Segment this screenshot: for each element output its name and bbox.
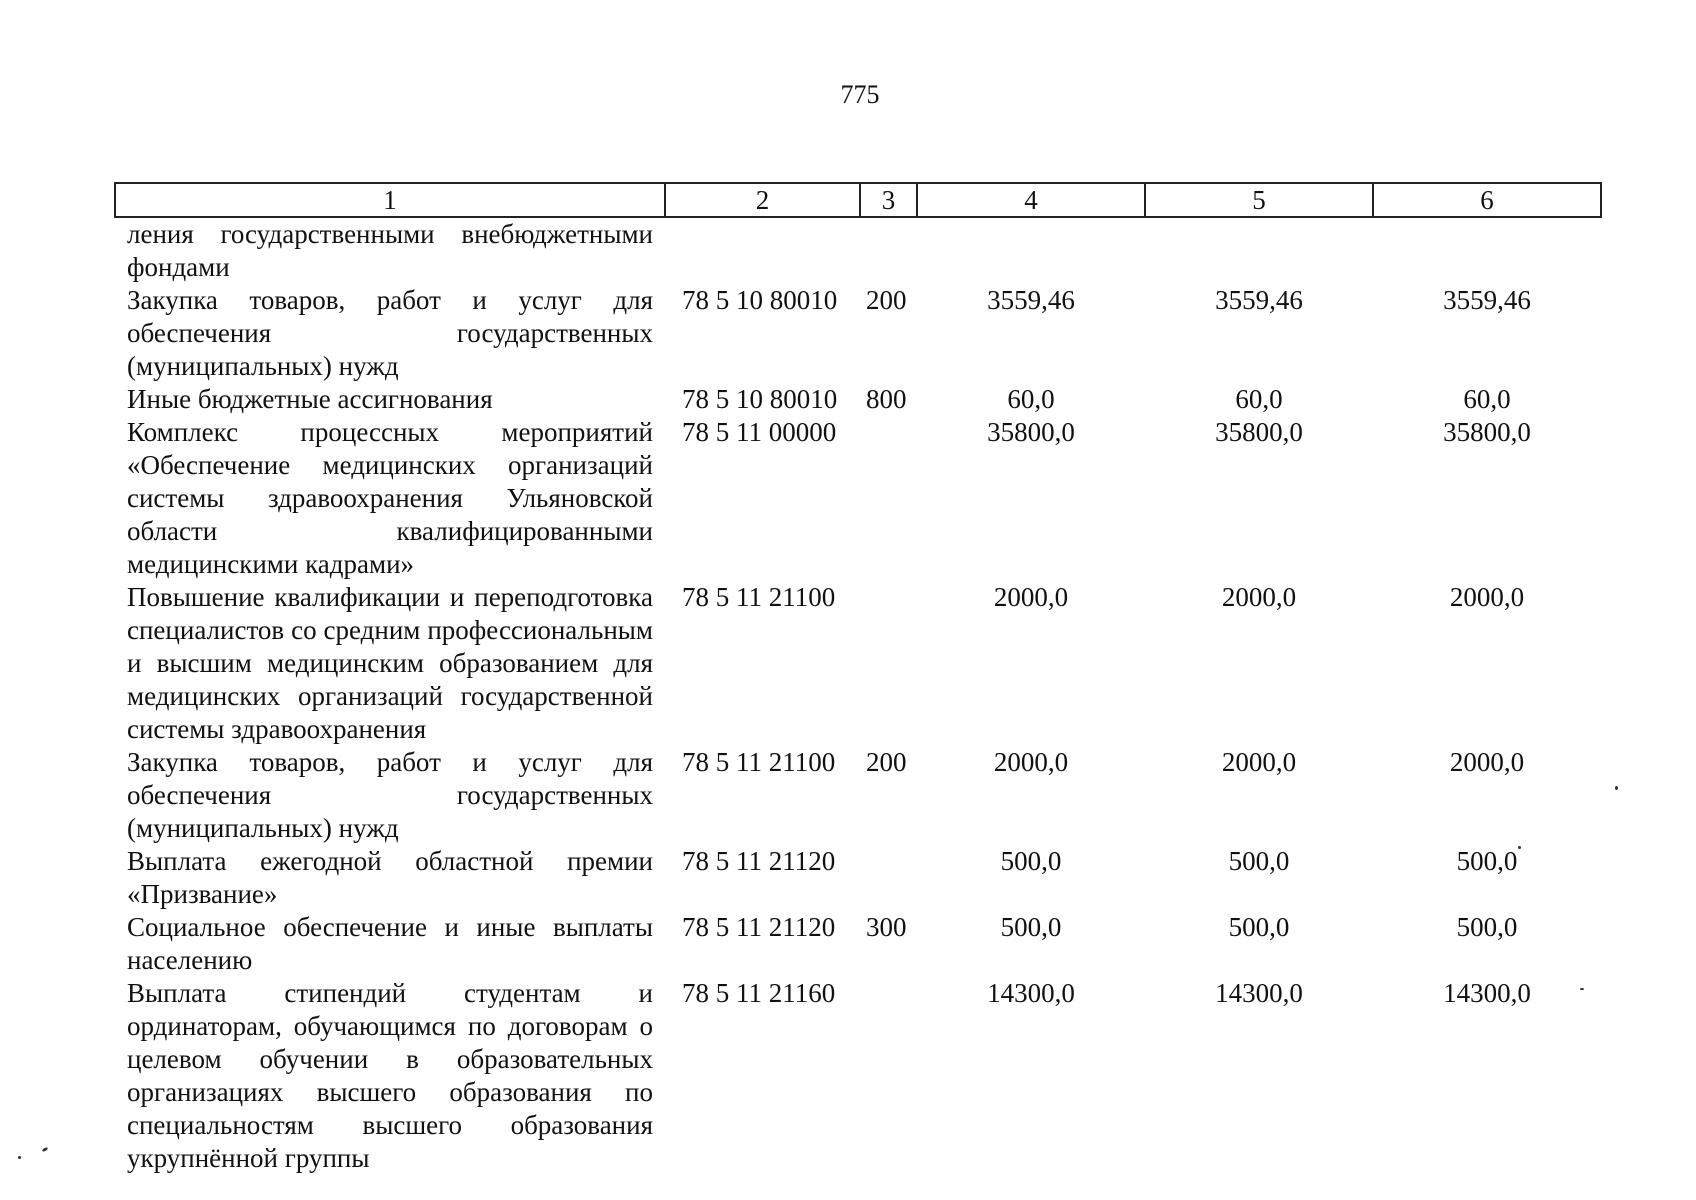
column-header-2: 2	[665, 183, 860, 217]
row-value-year3: 500,0	[1456, 912, 1518, 942]
row-target-code: 78 5 11 00000	[682, 417, 837, 447]
row-value-year3	[1373, 217, 1601, 284]
row-value-year1: 2000,0	[993, 747, 1069, 777]
row-value-year2: 3559,46	[1215, 285, 1303, 315]
table-row	[115, 383, 1601, 416]
column-header-5: 5	[1145, 183, 1373, 217]
table-row	[115, 911, 1601, 977]
row-value-year1: 2000,0	[993, 582, 1069, 612]
row-name: Социальное обеспечение и иные выплаты населению	[127, 912, 653, 975]
row-value-year1	[917, 217, 1145, 284]
budget-table	[114, 182, 1602, 1175]
table-row	[115, 977, 1601, 1175]
column-header-1: 1	[115, 183, 665, 217]
row-value-year2: 14300,0	[1215, 978, 1303, 1008]
row-expense-type	[860, 845, 917, 911]
table-row	[115, 284, 1601, 383]
row-expense-type	[860, 416, 917, 581]
row-value-year3: 2000,0	[1449, 582, 1525, 612]
row-expense-type	[860, 977, 917, 1175]
table-header	[115, 183, 1601, 217]
row-expense-type	[860, 217, 917, 284]
row-value-year3: 2000,0	[1449, 747, 1525, 777]
table-row	[115, 581, 1601, 746]
row-target-code: 78 5 10 80010	[682, 384, 838, 414]
row-name: Комплекс процессных мероприятий «Обеспечение медицинских организаций системы здравоохранения Ульяновской области квалифицированными медицинскими кадрами»	[127, 417, 653, 579]
table-row	[115, 416, 1601, 581]
row-target-code: 78 5 11 21160	[682, 978, 836, 1008]
scan-speck	[1518, 846, 1521, 849]
row-value-year3: 35800,0	[1443, 417, 1531, 447]
row-value-year2: 60,0	[1235, 384, 1283, 414]
scan-speck	[42, 1147, 49, 1153]
row-name: Иные бюджетные ассигнования	[127, 384, 493, 414]
row-value-year2: 35800,0	[1215, 417, 1303, 447]
scan-speck	[1615, 786, 1618, 790]
scan-speck	[1580, 988, 1584, 990]
row-value-year3: 3559,46	[1443, 285, 1531, 315]
row-value-year2: 2000,0	[1221, 582, 1297, 612]
table-row	[115, 217, 1601, 284]
row-value-year1: 3559,46	[987, 285, 1075, 315]
budget-table-container	[114, 182, 1600, 1175]
row-name: Повышение квалификации и переподготовка специалистов со средним профессиональным и высшим медицинским образованием для медицинских организаций государственной системы здравоохранения	[127, 582, 653, 744]
row-value-year1: 500,0	[1000, 846, 1062, 876]
row-value-year1: 60,0	[1007, 384, 1055, 414]
row-expense-type: 200	[866, 747, 907, 777]
column-header-3: 3	[860, 183, 917, 217]
row-expense-type	[860, 581, 917, 746]
row-target-code: 78 5 11 21120	[682, 912, 836, 942]
row-name: Выплата ежегодной областной премии «Призвание»	[127, 846, 653, 909]
row-value-year3: 500,0	[1456, 846, 1518, 876]
column-header-4: 4	[917, 183, 1145, 217]
row-value-year1: 500,0	[1000, 912, 1062, 942]
column-header-6: 6	[1373, 183, 1601, 217]
row-target-code	[665, 217, 860, 284]
row-value-year2: 500,0	[1228, 846, 1290, 876]
header-row	[115, 183, 1601, 217]
row-target-code: 78 5 10 80010	[682, 285, 838, 315]
page-number: 775	[840, 80, 880, 109]
row-name: Выплата стипендий студентам и ординаторам, обучающимся по договорам о целевом обучении в образовательных организациях высшего образования по специальностям высшего образования укрупнённой группы	[127, 978, 653, 1173]
table-row	[115, 746, 1601, 845]
row-target-code: 78 5 11 21120	[682, 846, 836, 876]
row-target-code: 78 5 11 21100	[682, 747, 836, 777]
row-value-year2	[1145, 217, 1373, 284]
row-value-year1: 14300,0	[987, 978, 1075, 1008]
row-expense-type: 300	[866, 912, 907, 942]
row-value-year1: 35800,0	[987, 417, 1075, 447]
row-expense-type: 200	[866, 285, 907, 315]
row-name: ления государственными внебюджетными фондами	[127, 219, 653, 282]
row-value-year2: 500,0	[1228, 912, 1290, 942]
row-expense-type: 800	[866, 384, 907, 414]
row-target-code: 78 5 11 21100	[682, 582, 836, 612]
row-value-year3: 60,0	[1463, 384, 1511, 414]
row-name: Закупка товаров, работ и услуг для обеспечения государственных (муниципальных) нужд	[127, 285, 653, 381]
row-value-year2: 2000,0	[1221, 747, 1297, 777]
row-name: Закупка товаров, работ и услуг для обеспечения государственных (муниципальных) нужд	[127, 747, 653, 843]
row-value-year3: 14300,0	[1443, 978, 1531, 1008]
scan-speck	[18, 1156, 21, 1159]
table-body	[115, 217, 1601, 1175]
table-row	[115, 845, 1601, 911]
